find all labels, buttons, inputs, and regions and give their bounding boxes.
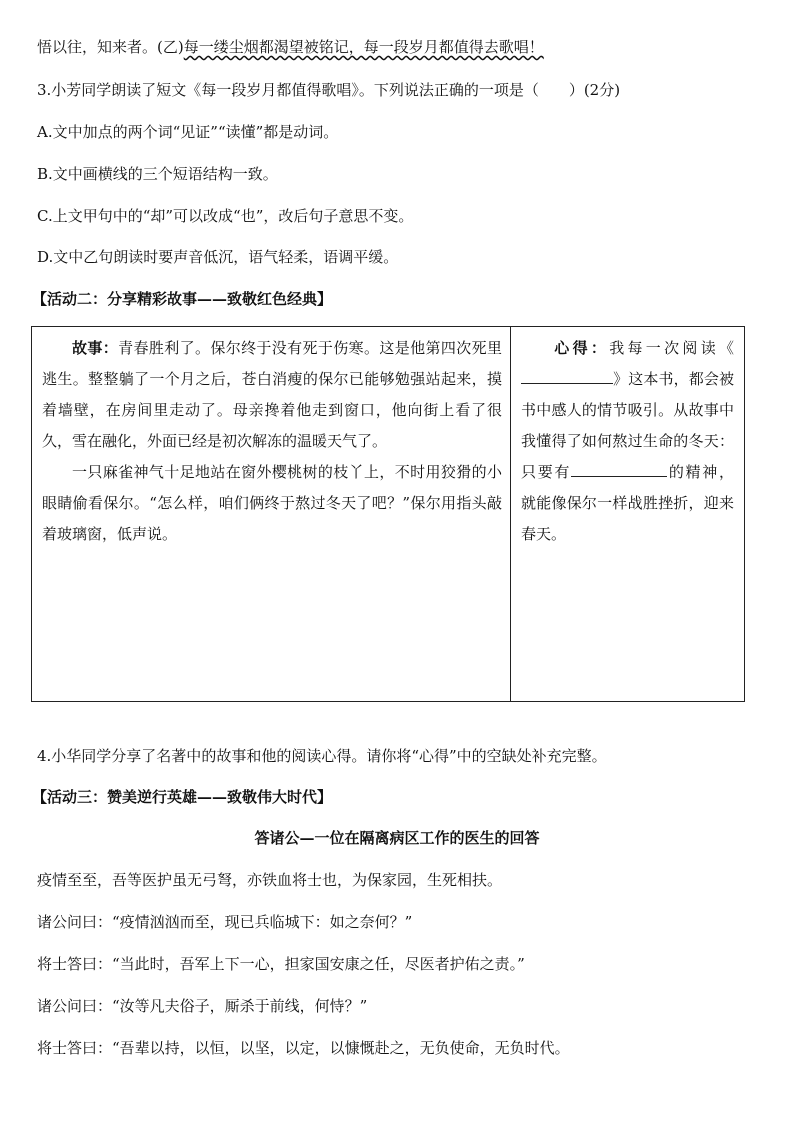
- question3-option-a: A.文中加点的两个词“见证”“读懂”都是动词。: [37, 123, 339, 141]
- question3-option-c: C.上文甲句中的“却”可以改成“也”，改后句子意思不变。: [37, 207, 414, 225]
- question3-option-b: B.文中画横线的三个短语结构一致。: [37, 165, 278, 183]
- article-line-5: 将士答曰：“吾辈以持，以恒，以坚，以定，以慷慨赴之，无负使命，无负时代。: [37, 1039, 570, 1057]
- article-line-1: 疫情至至，吾等医护虽无弓弩，亦铁血将士也，为保家园，生死相扶。: [37, 871, 503, 889]
- insight-text-a: 我每一次阅读《: [609, 339, 734, 357]
- article-title: 答诸公—一位在隔离病区工作的医生的回答: [254, 829, 540, 847]
- question4: 4.小华同学分享了名著中的故事和他的阅读心得。请你将“心得”中的空缺处补充完整。: [37, 747, 607, 765]
- story-label: 故事：: [72, 339, 119, 357]
- article-line-3: 将士答曰：“当此时，吾军上下一心，担家国安康之任，尽医者护佑之责。”: [37, 955, 525, 973]
- story-paragraph-1: 青春胜利了。保尔终于没有死于伤寒。这是他第四次死里逃生。整整躺了一个月之后，苍白消瘦的保尔已能够勉强站起来，摸着墙壁，在房间里走动了。母亲搀着他走到窗口，他向街上看了很久，雪在融化，外面已经是初次解冻的温暖天气了。: [42, 339, 502, 450]
- story-cell: [32, 327, 511, 702]
- top-line-prefix: 悟以往，知来者。(乙): [37, 38, 184, 56]
- insight-label: 心得：: [551, 339, 610, 357]
- story-table: [31, 326, 745, 702]
- insight-text-b: 》这本书，都会被书中感人的情节吸引。从故事中我懂得了如何熬过生命的冬天：只要有: [521, 370, 734, 481]
- insight-cell: [511, 327, 745, 702]
- book-title-blank[interactable]: [521, 367, 613, 384]
- question3-option-d: D.文中乙句朗读时要声音低沉，语气轻柔，语调平缓。: [37, 248, 399, 266]
- article-line-2: 诸公问曰：“疫情汹汹而至，现已兵临城下：如之奈何？”: [37, 913, 413, 931]
- question3-stem: 3.小芳同学朗读了短文《每一段岁月都值得歌唱》。下列说法正确的一项是（ ）(2分): [37, 81, 621, 99]
- activity3-heading: 【活动三：赞美逆行英雄——致敬伟大时代】: [32, 788, 333, 806]
- story-paragraph-2: 一只麻雀神气十足地站在窗外樱桃树的枝丫上，不时用狡猾的小眼睛偷看保尔。“怎么样，咱们俩终于熬过冬天了吧？”保尔用指头敲着玻璃窗，低声说。: [42, 463, 502, 543]
- insight-text-c: 的精神，就能像保尔一样战胜挫折，迎来春天。: [521, 463, 734, 543]
- spirit-blank[interactable]: [571, 460, 667, 477]
- activity2-heading: 【活动二：分享精彩故事——致敬红色经典】: [32, 290, 333, 308]
- sentence-yi: 每一缕尘烟都渴望被铭记，每一段岁月都值得去歌唱！: [183, 38, 544, 56]
- article-line-4: 诸公问曰：“汝等凡夫俗子，厮杀于前线，何恃？”: [37, 997, 368, 1015]
- top-line: [37, 37, 544, 57]
